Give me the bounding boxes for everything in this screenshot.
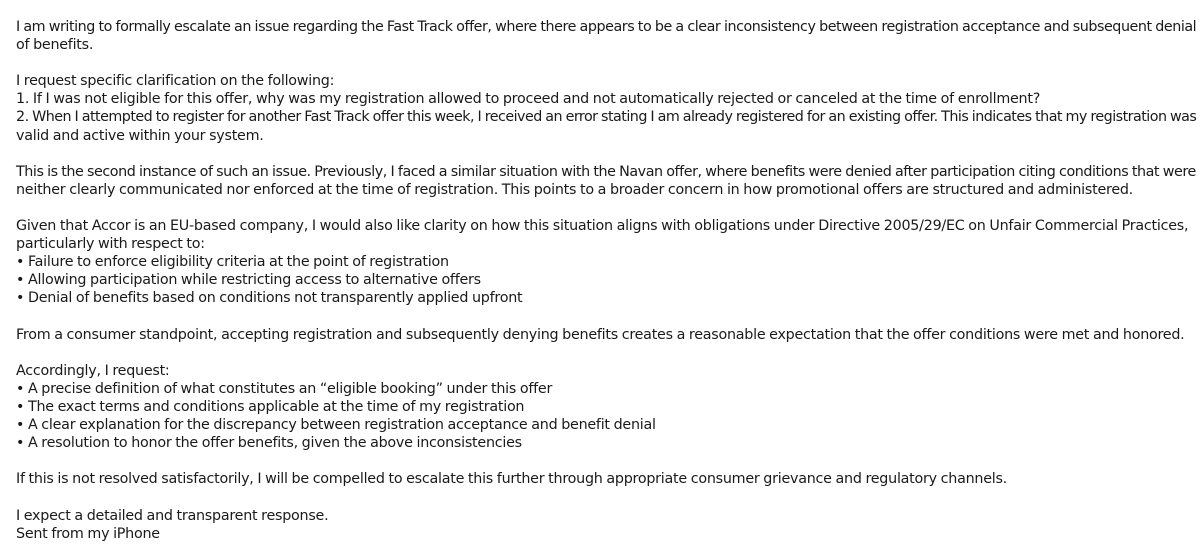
escalation-paragraph (16, 470, 1186, 488)
list-item: 2. When I attempted to register for another Fast Track offer this week, I received an error stating I am already registered for an existing offer. This indicates that my registration was (16, 109, 1197, 126)
text-line: I expect a detailed and transparent response. (16, 507, 329, 524)
text-line: neither clearly communicated nor enforced at the time of registration. This points to a broader concern in how promotional offers are structured and administered. (16, 181, 1133, 198)
text-line: I am writing to formally escalate an issue regarding the Fast Track offer, where there appears to be a clear inconsistency between registration acceptance and subsequent denial (16, 19, 1197, 35)
text-line: If this is not resolved satisfactorily, I will be compelled to escalate this further through appropriate consumer grievance and regulatory channels. (16, 471, 1007, 488)
previous-instance-paragraph (16, 163, 1196, 199)
bullet-item: • Failure to enforce eligibility criteria at the point of registration (16, 254, 449, 271)
bullet-item: • A resolution to honor the offer benefits, given the above inconsistencies (16, 435, 522, 452)
bullet-item: • A clear explanation for the discrepancy between registration acceptance and benefit denial (16, 417, 656, 434)
email-body (16, 18, 1197, 543)
text-line: Given that Accor is an EU-based company, I would also like clarity on how this situation aligns with obligations under Directive 2005/29/EC on Unfair Commercial Practices, (16, 218, 1189, 235)
bullet-item: • A precise definition of what constitutes an “eligible booking” under this offer (16, 380, 553, 397)
closing-paragraph (16, 507, 1186, 543)
text-line: valid and active within your system. (16, 127, 264, 144)
text-line: particularly with respect to: (16, 236, 205, 253)
list-item: 1. If I was not eligible for this offer, why was my registration allowed to proceed and not automatically rejected or canceled at the time of enrollment? (16, 91, 1041, 108)
bullet-item: • Denial of benefits based on conditions not transparently applied upfront (16, 290, 523, 307)
requests-paragraph (16, 362, 1186, 452)
signature-line: Sent from my iPhone (16, 525, 160, 542)
text-line: This is the second instance of such an issue. Previously, I faced a similar situation with the Navan offer, where benefits were denied after participation citing conditions that were (16, 163, 1196, 180)
text-line: of benefits. (16, 37, 94, 54)
text-line: Accordingly, I request: (16, 362, 170, 379)
consumer-standpoint-paragraph (16, 326, 1186, 344)
text-line: I request specific clarification on the following: (16, 73, 335, 90)
clarification-paragraph (16, 72, 1197, 144)
text-line: From a consumer standpoint, accepting registration and subsequently denying benefits creates a reasonable expectation that the offer conditions were met and honored. (16, 326, 1185, 343)
bullet-item: • The exact terms and conditions applicable at the time of my registration (16, 398, 525, 415)
intro-paragraph (16, 18, 1197, 54)
bullet-item: • Allowing participation while restricting access to alternative offers (16, 272, 481, 289)
directive-paragraph (16, 217, 1189, 307)
